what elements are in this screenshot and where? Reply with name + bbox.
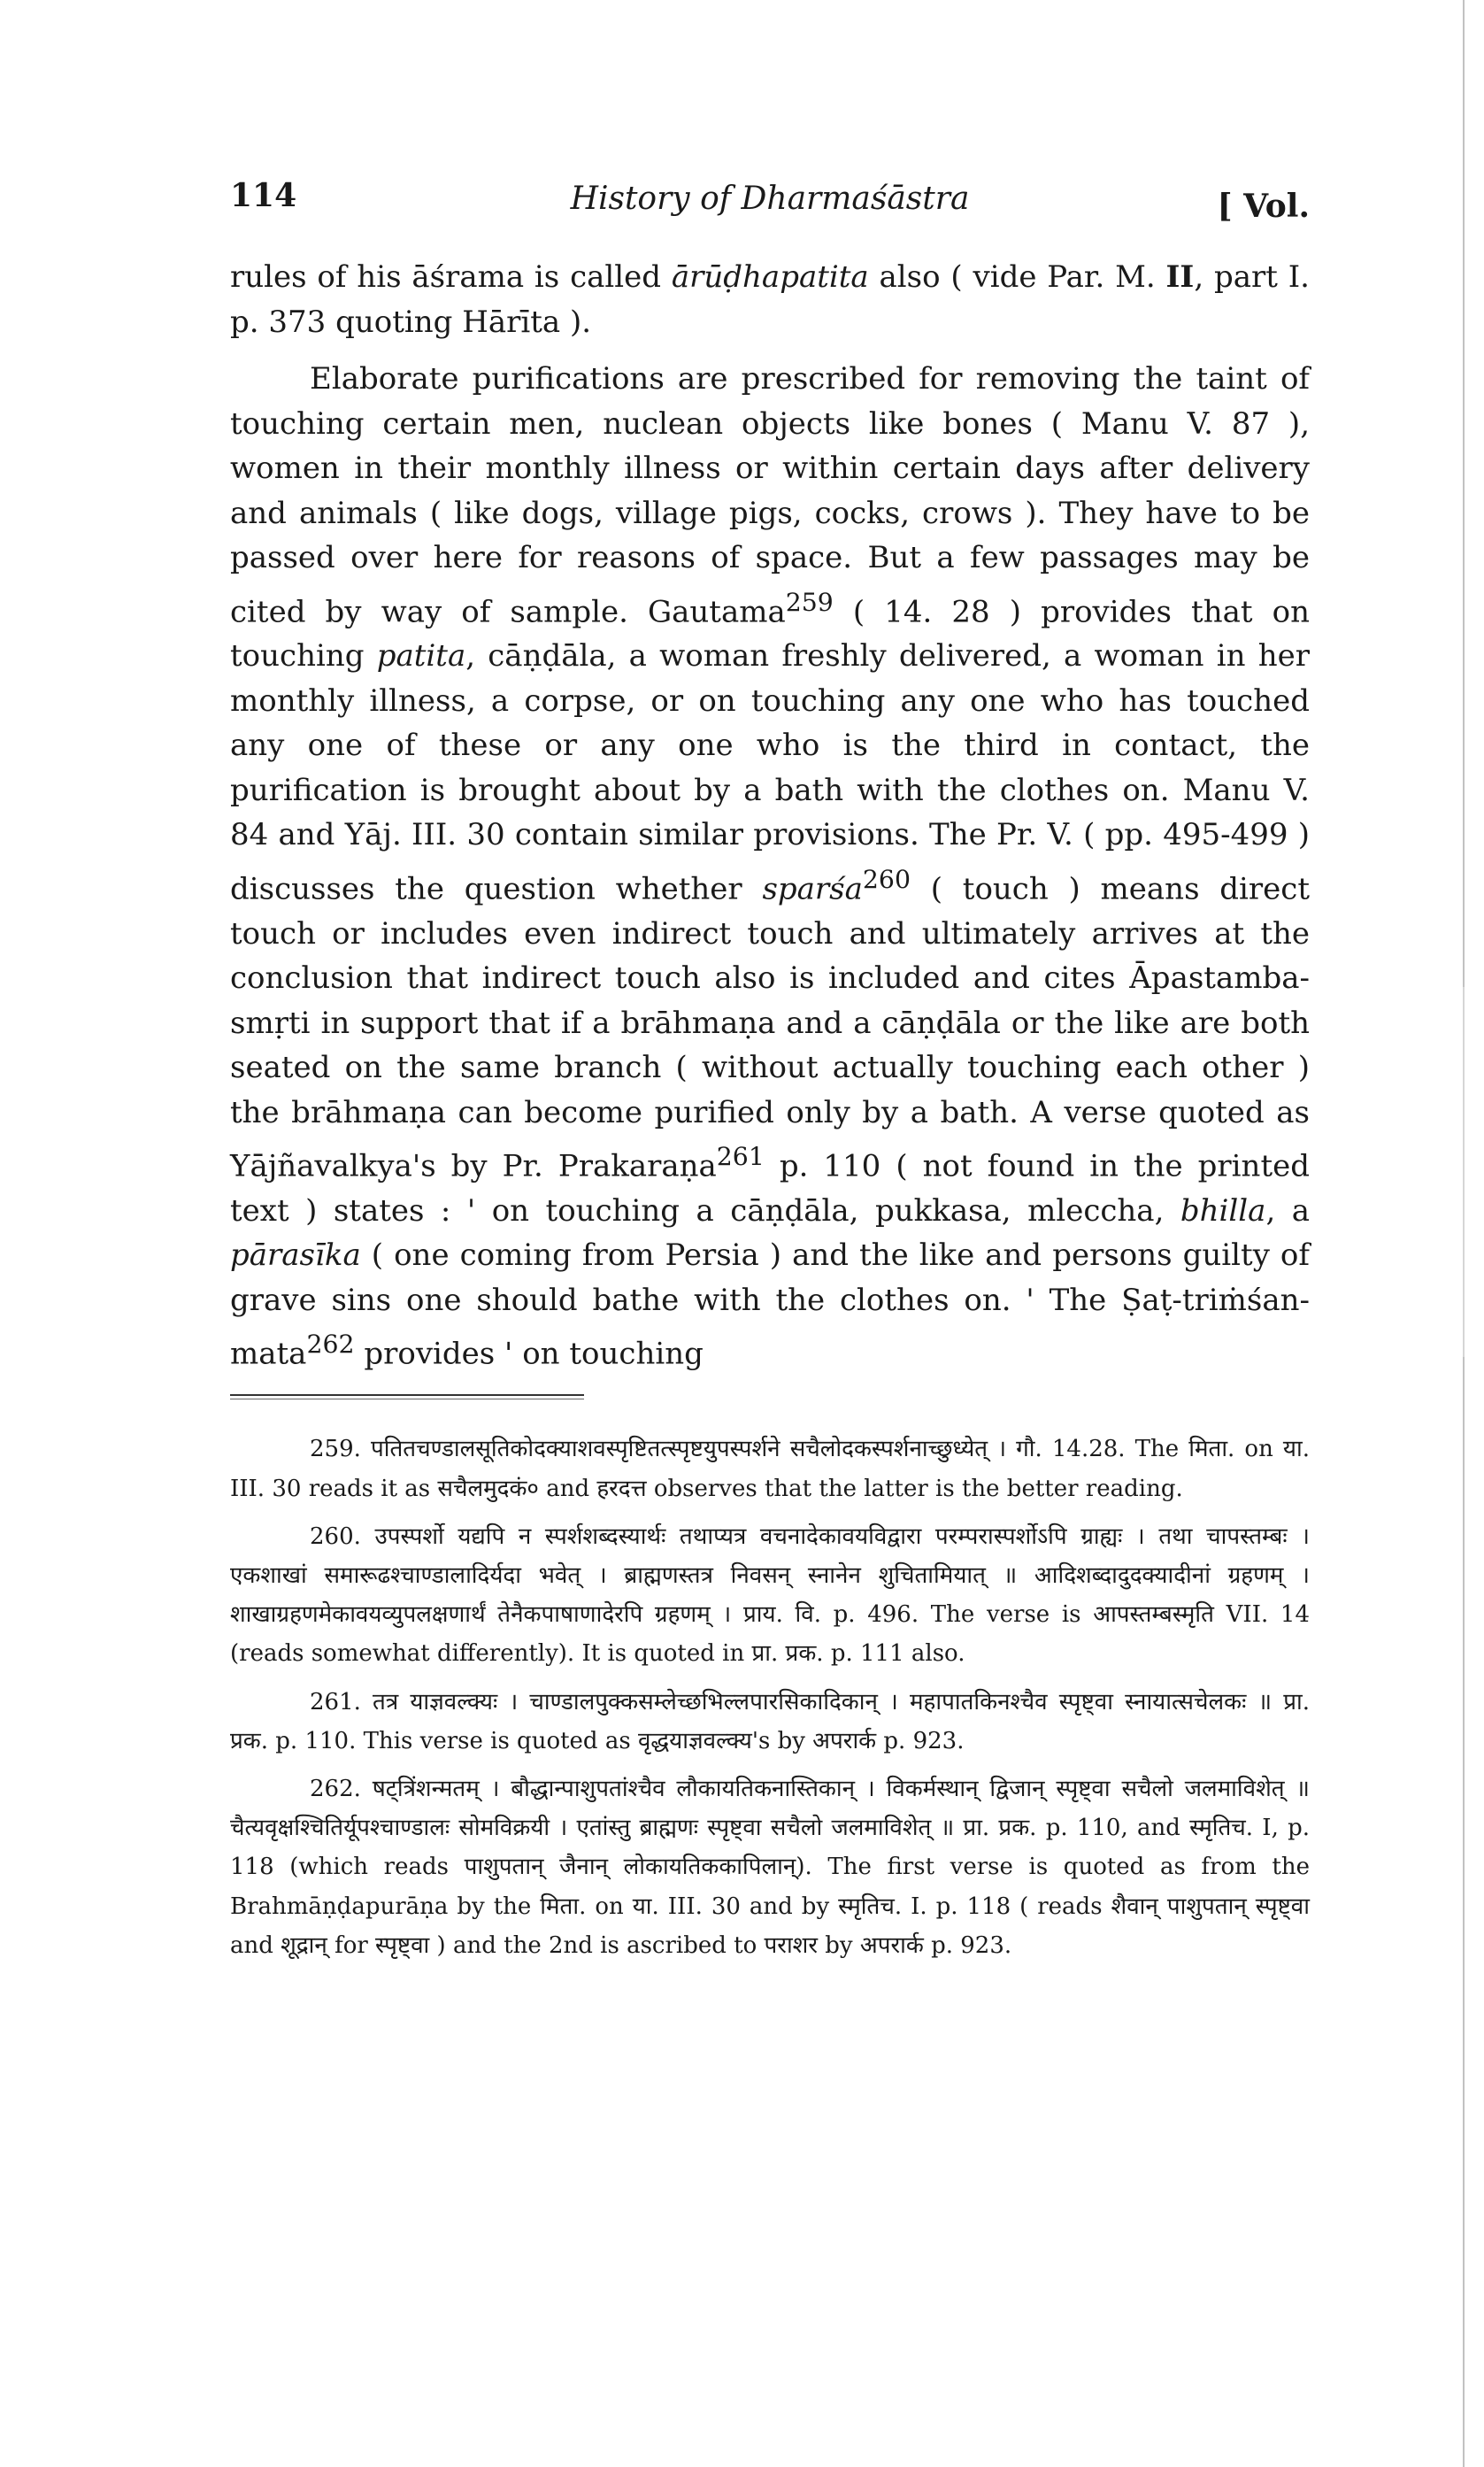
text-run: , part I. p. 373 quoting Hārīta ).	[230, 259, 1310, 340]
text-run: ( 14. 28 ) provides that on touching	[230, 593, 1310, 675]
text-run: , cāṇḍāla, a woman freshly delivered, a woman in her monthly illness, a corpse, or on touching any one who has touched any one of these or any one who is the third in contact, the purification is brought about by a bath with the clothes on. Manu V. 84 and Yāj. III. 30 contain similar provisions. The Pr. V. ( pp. 495-499 ) discusses the question whether	[230, 638, 1310, 907]
paragraph	[230, 255, 1310, 344]
text-run: provides ' on touching	[354, 1336, 704, 1372]
page-number: 114	[230, 177, 297, 214]
footnote-261: 261. तत्र याज्ञवल्क्यः । चाण्डालपुक्कसम्लेच्छभिल्लपारसिकादिकान् । महापातकिनश्चैव स्पृष्ट्वा स्नायात्सचेलकः ॥ प्रा. प्रक. p. 110. This verse is quoted as वृद्धयाज्ञवल्क्य's by अपरार्क p. 923.	[230, 1688, 1310, 1754]
page-header	[230, 168, 1310, 230]
text-run: p. 110 ( not found in the printed text ) states : ' on touching a cāṇḍāla, pukkasa, mleccha,	[230, 1148, 1310, 1229]
footnote-ref: 259	[785, 587, 834, 617]
footnote-divider	[230, 1394, 584, 1399]
italic-term: pārasīka	[230, 1237, 361, 1274]
italic-term: ārūḍhapatita	[671, 259, 869, 295]
footnote-ref: 260	[862, 864, 911, 894]
footnote-260: 260. उपस्पर्शो यद्यपि न स्पर्शशब्दस्यार्थः तथाप्यत्र वचनादेकावयविद्वारा परम्परास्पर्शोऽपि ग्राह्यः । तथा चापस्तम्बः । एकशाखां समारूढश्चाण्डालादिर्यदा भवेत् । ब्राह्मणस्तत्र निवसन् स्नानेन शुचितामियात् ॥ आदिशब्दादुदक्यादीनां ग्रहणम् । शाखाग्रहणमेकावयव्युपलक्षणार्थं तेनैकपाषाणादेरपि ग्रहणम् । प्राय. वि. p. 496. The verse is आपस्तम्बस्मृति VII. 14 (reads somewhat differently). It is quoted in प्रा. प्रक. p. 111 also.	[230, 1523, 1310, 1668]
italic-term: patita	[376, 638, 466, 675]
bold-term: II	[1165, 259, 1195, 295]
italic-term: bhilla	[1180, 1192, 1266, 1229]
footnote-259: 259. पतितचण्डालसूतिकोदक्याशवस्पृष्टितत्स्पृष्टयुपस्पर्शने सचैलोदकस्पर्शनाच्छुध्येत् । गौ. 14.28. The मिता. on या. III. 30 reads it as सचैलमुदकं० and हरदत्त observes that the latter is the better reading.	[230, 1436, 1310, 1502]
page	[230, 168, 1310, 1965]
page-edge-line	[1463, 0, 1465, 2467]
italic-term: sparśa	[762, 871, 863, 907]
text-run: Elaborate purifications are prescribed for removing the taint of touching certain men, nuclean objects like bones ( Manu V. 87 ), women in their monthly illness or within certain days after delivery and animals ( like dogs, village pigs, cocks, crows ). They have to be passed over here for reasons of space. But a few passages may be cited by way of sample. Gautama	[230, 361, 1310, 629]
running-title: History of Dharmaśāstra	[570, 181, 970, 217]
main-text	[230, 255, 1310, 1376]
footnote-ref: 261	[716, 1142, 765, 1172]
text-run: , a	[1265, 1192, 1310, 1229]
footnote-ref: 262	[306, 1330, 355, 1360]
text-run: also ( vide Par. M.	[868, 259, 1166, 295]
volume-label: [ Vol.	[1217, 188, 1310, 225]
footnotes	[230, 1430, 1310, 1965]
text-run: rules of his āśrama is called	[230, 259, 672, 295]
footnote-262: 262. षट्त्रिंशन्मतम् । बौद्धान्पाशुपतांश्चैव लौकायतिकनास्तिकान् । विकर्मस्थान् द्विजान् स्पृष्ट्वा सचैलो जलमाविशेत् ॥ चैत्यवृक्षश्चितिर्यूपश्चाण्डालः सोमविक्रयी । एतांस्तु ब्राह्मणः स्पृष्ट्वा सचैलो जलमाविशेत् ॥ प्रा. प्रक. p. 110, and स्मृतिच. I, p. 118 (which reads पाशुपतान् जैनान् लोकायतिककापिलान्). The first verse is quoted as from the Brahmāṇḍapurāṇa by the मिता. on या. III. 30 and by स्मृतिच. I. p. 118 ( reads शैवान् पाशुपतान् स्पृष्ट्वा and शूद्रान् for स्पृष्ट्वा ) and the 2nd is ascribed to पराशर by अपरार्क p. 923.	[230, 1775, 1310, 1959]
text-run: ( one coming from Persia ) and the like and persons guilty of grave sins one should bathe with the clothes on. ' The Ṣaṭ-triṁśan-mata	[230, 1237, 1310, 1372]
text-run: ( touch ) means direct touch or includes even indirect touch and ultimately arrives at the conclusion that indirect touch also is included and cites Āpastamba-smṛti in support that if a brāhmaṇa and a cāṇḍāla or the like are both seated on the same branch ( without actually touching each other ) the brāhmaṇa can become purified only by a bath. A verse quoted as Yājñavalkya's by Pr. Prakaraṇa	[230, 871, 1310, 1184]
paragraph	[230, 357, 1310, 1376]
